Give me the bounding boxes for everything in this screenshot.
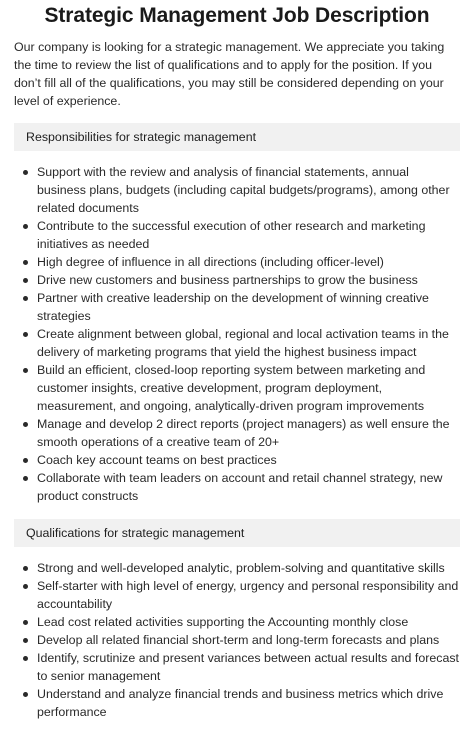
qualifications-heading: Qualifications for strategic management [14, 519, 460, 547]
list-item: Lead cost related activities supporting the Accounting monthly close [37, 613, 460, 631]
responsibilities-list [14, 163, 460, 505]
list-item: Self-starter with high level of energy, urgency and personal responsibility and accountability [37, 579, 459, 611]
page-title: Strategic Management Job Description [44, 4, 430, 27]
list-item: Coach key account teams on best practices [37, 451, 460, 469]
list-item: Support with the review and analysis of financial statements, annual business plans, budgets (including capital budgets/programs), among other related documents [37, 163, 460, 217]
list-item: Partner with creative leadership on the development of winning creative strategies [37, 289, 460, 325]
qualifications-list [14, 559, 460, 721]
list-item: High degree of influence in all directions (including officer-level) [37, 253, 460, 271]
list-item: Manage and develop 2 direct reports (project managers) as well ensure the smooth operations of a creative team of 20+ [37, 415, 460, 451]
list-item: Develop all related financial short-term and long-term forecasts and plans [37, 631, 460, 649]
list-item: Collaborate with team leaders on account and retail channel strategy, new product constructs [37, 469, 460, 505]
responsibilities-heading: Responsibilities for strategic management [14, 123, 460, 151]
list-item: Create alignment between global, regional and local activation teams in the delivery of marketing programs that yield the highest business impact [37, 325, 460, 361]
list-item: Identify, scrutinize and present variances between actual results and forecast to senior management [37, 651, 459, 683]
list-item: Strong and well-developed analytic, problem-solving and quantitative skills [37, 559, 460, 577]
intro-paragraph: Our company is looking for a strategic management. We appreciate you taking the time to review the list of qualifications and to apply for the position. If you don’t fill all of the qualifications, you may still be considered depending on your level of experience. [14, 40, 445, 108]
list-item: Build an efficient, closed-loop reporting system between marketing and customer insights, creative development, program deployment, measurement, and ongoing, analytically-driven program improvements [37, 361, 460, 415]
list-item: Drive new customers and business partnerships to grow the business [37, 271, 460, 289]
list-item: Contribute to the successful execution of other research and marketing initiatives as needed [37, 217, 460, 253]
list-item: Understand and analyze financial trends and business metrics which drive performance [37, 685, 460, 721]
